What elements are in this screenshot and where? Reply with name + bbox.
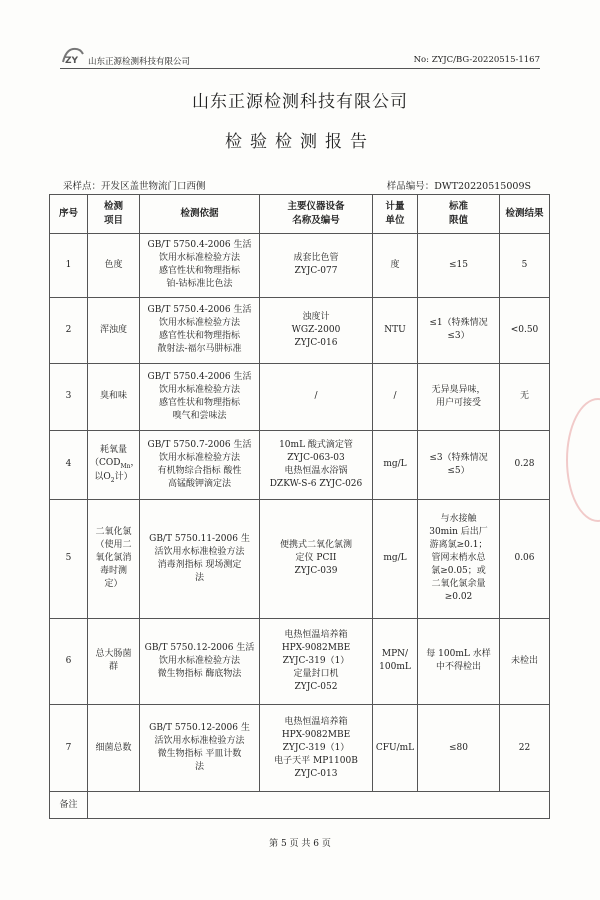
row-result: <0.50 [500,297,550,363]
header-item: 检测 项目 [88,195,140,234]
row-equipment: 成套比色管 ZYJC-077 [260,233,373,297]
header-company-name: 山东正源检测科技有限公司 [88,57,191,67]
row-limit: ≤15 [418,233,500,297]
row-basis: GB/T 5750.4-2006 生活 饮用水标准检验方法 感官性状和物理指标 嗅气和尝味法 [140,363,260,430]
row-equipment: 电热恒温培养箱 HPX-9082MBE ZYJC-319（1） 定量封口机 ZYJC-052 [260,618,373,704]
row-unit: mg/L [373,430,418,499]
row-item: 耗氧量 （$COD_{Mn}$， 以$O_2$计） [88,430,140,499]
results-table [49,194,550,819]
remarks-value [88,792,550,819]
row-seq: 5 [50,499,88,618]
table-row [50,233,550,297]
row-seq: 2 [50,297,88,363]
row-unit: 度 [373,233,418,297]
row-seq: 4 [50,430,88,499]
header-equipment: 主要仪器设备 名称及编号 [260,195,373,234]
row-equipment: 10mL 酸式滴定管 ZYJC-063-03 电热恒温水浴锅 DZKW-S-6 ZYJC-026 [260,430,373,499]
row-seq: 7 [50,705,88,792]
row-basis: GB/T 5750.4-2006 生活 饮用水标准检验方法 感官性状和物理指标 散射法-福尔马肼标准 [140,297,260,363]
row-item: 二氧化氯 （使用二 氧化氯消 毒时测 定） [88,499,140,618]
page-number: 第 5 页 共 6 页 [269,839,331,849]
row-seq: 1 [50,233,88,297]
row-limit: 无异臭异味， 用户可接受 [418,363,500,430]
table-row [50,499,550,618]
company-title: 山东正源检测科技有限公司 [192,92,408,112]
row-unit: mg/L [373,499,418,618]
row-limit: ≤80 [418,705,500,792]
row-basis: GB/T 5750.4-2006 生活 饮用水标准检验方法 感官性状和物理指标 铂-钴标准比色法 [140,233,260,297]
row-equipment: / [260,363,373,430]
row-basis: GB/T 5750.11-2006 生 活饮用水标准检验方法 消毒剂指标 现场测定 法 [140,499,260,618]
row-basis: GB/T 5750.12-2006 生 活饮用水标准检验方法 微生物指标 平皿计数 法 [140,705,260,792]
row-limit: 与水接触 30min 后出厂 游离氯≥0.1； 管网末梢水总 氯≥0.05；或 二氧化氯余量 ≥0.02 [418,499,500,618]
row-item: 臭和味 [88,363,140,430]
row-result: 无 [500,363,550,430]
row-unit: NTU [373,297,418,363]
row-result: 0.28 [500,430,550,499]
header-unit: 计量 单位 [373,195,418,234]
red-seal-stamp [566,398,600,522]
row-item: 总大肠菌 群 [88,618,140,704]
row-unit: CFU/mL [373,705,418,792]
row-basis: GB/T 5750.12-2006 生活 饮用水标准检验方法 微生物指标 酶底物法 [140,618,260,704]
row-seq: 6 [50,618,88,704]
row-basis: GB/T 5750.7-2006 生活 饮用水标准检验方法 有机物综合指标 酸性 高锰酸钾滴定法 [140,430,260,499]
row-item: 细菌总数 [88,705,140,792]
page-header [60,50,540,69]
row-limit: 每 100mL 水样 中不得检出 [418,618,500,704]
row-result: 5 [500,233,550,297]
row-equipment: 浊度计 WGZ-2000 ZYJC-016 [260,297,373,363]
header-result: 检测结果 [500,195,550,234]
row-limit: ≤3（特殊情况 ≤5） [418,430,500,499]
report-number: No: ZYJC/BG-20220515-1167 [413,55,540,65]
svg-text:ZY: ZY [65,56,79,66]
sample-number: 样品编号：DWT20220515009S [386,181,531,192]
row-unit: / [373,363,418,430]
row-item: 浑浊度 [88,297,140,363]
report-title: 检验检测报告 [225,132,375,152]
row-result: 22 [500,705,550,792]
table-header-row [50,195,550,234]
row-unit: MPN/ 100mL [373,618,418,704]
row-item: 色度 [88,233,140,297]
table-row [50,297,550,363]
row-seq: 3 [50,363,88,430]
header-basis: 检测依据 [140,195,260,234]
header-seq: 序号 [50,195,88,234]
table-row [50,618,550,704]
row-equipment: 电热恒温培养箱 HPX-9082MBE ZYJC-319（1） 电子天平 MP1100B ZYJC-013 [260,705,373,792]
row-limit: ≤1（特殊情况 ≤3） [418,297,500,363]
header-limit: 标准 限值 [418,195,500,234]
remarks-label: 备注 [50,792,88,819]
table-row [50,705,550,792]
row-result: 未检出 [500,618,550,704]
table-row [50,363,550,430]
company-logo-icon [60,46,86,66]
row-result: 0.06 [500,499,550,618]
row-equipment: 便携式二氧化氯测 定仪 PCII ZYJC-039 [260,499,373,618]
table-row [50,430,550,499]
sampling-point: 采样点：开发区盖世物流门口西侧 [63,181,206,192]
remarks-row [50,792,550,819]
